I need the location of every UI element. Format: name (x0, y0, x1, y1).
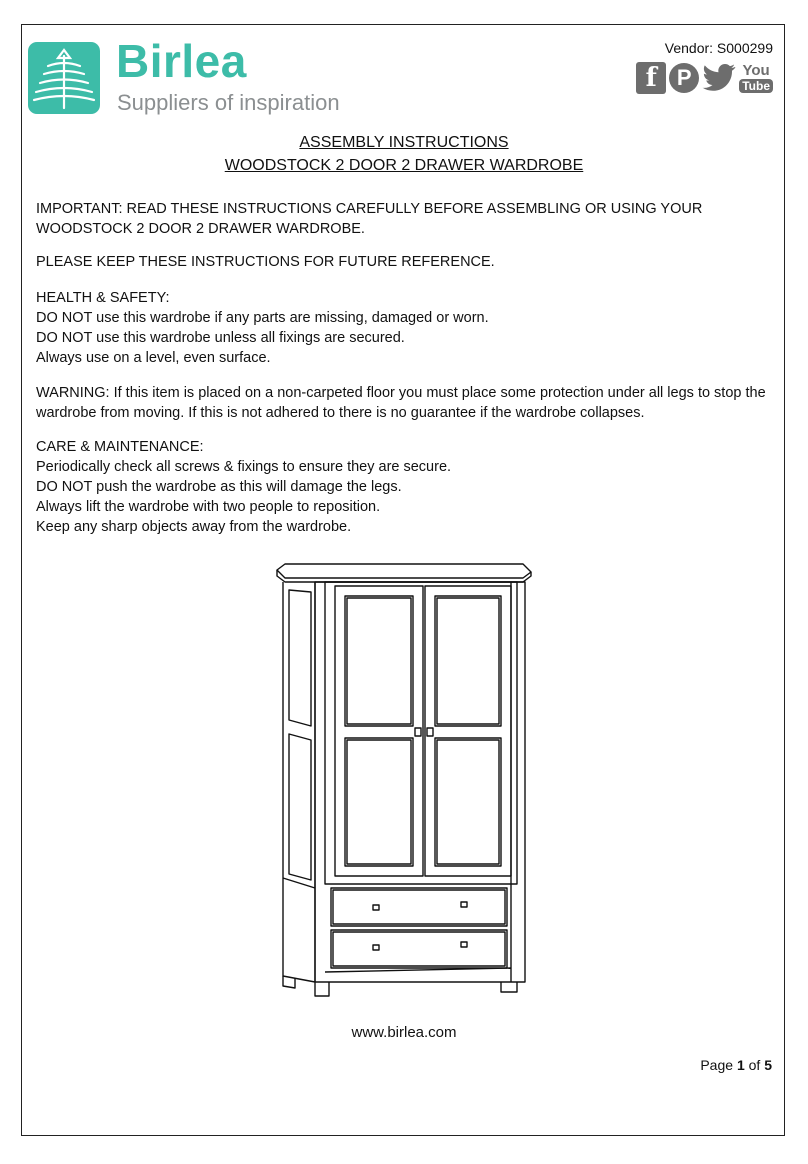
page-total: 5 (764, 1057, 772, 1073)
tree-logo-icon (28, 42, 100, 114)
care-heading: CARE & MAINTENANCE: (36, 439, 204, 455)
health-line: Always use on a level, even surface. (36, 350, 271, 366)
title-line-2: WOODSTOCK 2 DOOR 2 DRAWER WARDROBE (224, 157, 584, 174)
youtube-tube: Tube (739, 79, 773, 93)
health-safety-section (36, 288, 776, 368)
youtube-icon[interactable] (739, 63, 773, 93)
care-maintenance-section (36, 437, 776, 537)
health-heading: HEALTH & SAFETY: (36, 290, 170, 306)
vendor-code: Vendor: S000299 (664, 40, 773, 56)
pinterest-icon[interactable] (669, 63, 699, 93)
youtube-you: You (742, 62, 770, 79)
website-link[interactable]: www.birlea.com (351, 1024, 457, 1041)
care-line: DO NOT push the wardrobe as this will damage the legs. (36, 479, 402, 495)
brand-logo (28, 35, 368, 120)
warning-notice (36, 383, 776, 423)
care-line: Keep any sharp objects away from the wardrobe. (36, 519, 352, 535)
health-line: DO NOT use this wardrobe unless all fixings are secured. (36, 330, 405, 346)
title-line-1: ASSEMBLY INSTRUCTIONS (299, 134, 509, 151)
brand-name: Birlea (116, 35, 247, 87)
page-of: of (748, 1057, 761, 1073)
page-number (700, 1057, 772, 1073)
health-line: DO NOT use this wardrobe if any parts are missing, damaged or worn. (36, 310, 489, 326)
social-links (636, 62, 773, 94)
warning-text: WARNING: If this item is placed on a non-carpeted floor you must place some protection under all legs to stop the wardrobe from moving. If this is not adhered to there is no guarantee if the wardrobe collapses. (36, 385, 766, 421)
twitter-icon[interactable] (702, 63, 736, 93)
pinterest-glyph: P (676, 65, 692, 90)
keep-text: PLEASE KEEP THESE INSTRUCTIONS FOR FUTURE REFERENCE. (36, 254, 495, 270)
wardrobe-illustration (265, 558, 540, 1003)
facebook-glyph: f (645, 63, 657, 93)
page-prefix: Page (700, 1057, 734, 1073)
document-title (0, 131, 808, 177)
care-line: Always lift the wardrobe with two people to reposition. (36, 499, 381, 515)
important-text: IMPORTANT: READ THESE INSTRUCTIONS CAREFULLY BEFORE ASSEMBLING OR USING YOUR WOODSTOCK 2 DOOR 2 DRAWER WARDROBE. (36, 201, 703, 237)
brand-tagline: Suppliers of inspiration (117, 90, 340, 115)
care-line: Periodically check all screws & fixings to ensure they are secure. (36, 459, 452, 475)
important-notice (36, 199, 776, 239)
page-current: 1 (736, 1057, 745, 1073)
keep-notice (36, 252, 776, 272)
facebook-icon[interactable] (636, 62, 666, 94)
